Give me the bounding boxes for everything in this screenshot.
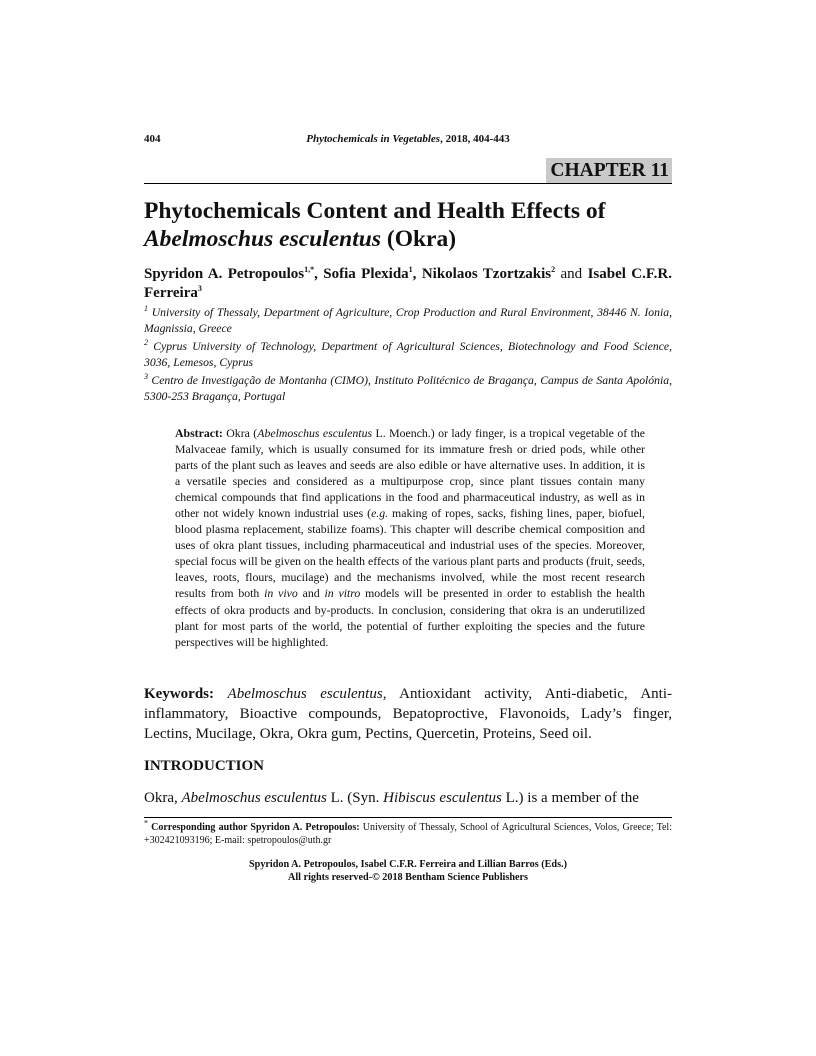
editors-credit: [144, 859, 672, 884]
affiliation-text: Cyprus University of Technology, Department of Agricultural Sciences, Biotechnology and Food Science, 3036, Lemesos, Cyprus: [144, 340, 672, 369]
abstract-text: and: [297, 586, 325, 601]
chapter-title: [144, 197, 672, 253]
affiliation: [144, 305, 672, 337]
keywords-text: , Antioxidant activity, Anti-diabetic, Anti-inflammatory, Bioactive compounds, Bepatoproctive, Flavonoids, Lady’s finger, Lectins, Mucilage, Okra, Okra gum, Pectins, Quercetin, Proteins, Seed oil.: [144, 686, 672, 742]
separator: ,: [412, 266, 422, 282]
footnote-label: Corresponding author Spyridon A. Petropoulos:: [148, 822, 360, 833]
journal-citation: [144, 133, 672, 145]
intro-text: L. (Syn.: [326, 790, 384, 806]
affiliation: [144, 373, 672, 405]
abstract-text: models will be presented in order to establish the health effects of okra products and by-products. In conclusion, considering that okra is an underutilized plant for most parts of the world, the potential of further exploiting the species and the future perspectives will be highlighted.: [175, 586, 645, 649]
footnote: [144, 818, 672, 847]
intro-text: Okra,: [144, 790, 182, 806]
header-rule: [144, 183, 672, 184]
affiliation-sup: 2: [144, 338, 148, 348]
affiliation-text: University of Thessaly, Department of Agriculture, Crop Production and Rural Environment, 38446 N. Ionia, Magnissia, Greece: [144, 306, 672, 335]
abstract-text: Okra (: [222, 426, 258, 440]
author-sup: 2: [551, 265, 556, 274]
section-heading: INTRODUCTION: [144, 758, 265, 774]
affiliation-sup: 3: [144, 372, 148, 382]
keyword-italic: Abelmoschus esculentus: [227, 686, 383, 702]
intro-text: L.) is a member of the: [501, 790, 639, 806]
title-species: Abelmoschus esculentus: [144, 226, 381, 252]
author-name: Spyridon A. Petropoulos: [144, 266, 305, 282]
editors-line: Spyridon A. Petropoulos, Isabel C.F.R. Ferreira and Lillian Barros (Eds.): [248, 859, 567, 870]
title-line: Phytochemicals Content and Health Effects of: [144, 198, 606, 224]
abstract-italic: in vitro: [324, 586, 361, 601]
chapter-label: CHAPTER 11: [546, 158, 672, 183]
title-rest: (Okra): [381, 226, 457, 252]
intro-paragraph: [144, 790, 672, 807]
page-number: 404: [144, 133, 161, 145]
separator: ,: [314, 266, 324, 282]
abstract-italic: in vivo: [264, 586, 298, 601]
intro-italic: Hibiscus esculentus: [383, 790, 502, 806]
author-sup: 3: [197, 283, 202, 293]
author-name: Isabel C.F.R. Ferreira: [144, 266, 672, 301]
abstract-italic: e.g.: [371, 506, 389, 521]
abstract-text: L. Moench.) or lady finger, is a tropical vegetable of the Malvaceae family, which is usually consumed for its immature fresh or dried pods, while other parts of the plant such as leaves and seeds are also edible or have alternative uses. In addition, it is a versatile species and considered as a multipurpose crop, since plant tissues contain many chemical compounds that find applications in the food and pharmaceutical industry, as well as in other not widely known industrial uses (: [175, 426, 645, 521]
keywords: [144, 684, 672, 744]
affiliation-sup: 1: [144, 304, 148, 314]
journal-details: , 2018, 404-443: [440, 133, 510, 145]
author-list: [144, 265, 672, 302]
affiliation: [144, 339, 672, 371]
copyright-line: All rights reserved-© 2018 Bentham Science Publishers: [287, 871, 529, 883]
author-sup: 1,*: [304, 265, 315, 274]
keywords-label: Keywords:: [144, 686, 214, 702]
intro-italic: Abelmoschus esculentus: [181, 790, 327, 806]
abstract-label: Abstract:: [175, 426, 223, 440]
footnote-sup: *: [144, 818, 148, 828]
abstract: [175, 425, 645, 650]
abstract-text: making of ropes, sacks, fishing lines, paper, biofuel, blood plasma replacement, stabilize foams). This chapter will describe chemical composition and uses of okra plant tissues, including pharmaceutical and industrial uses of the species. Moreover, special focus will be given on the health effects of the various plant parts and products (fruit, seeds, leaves, roots, flours, mucilage) and the mechanisms involved, while the most recent research results from both: [175, 506, 645, 601]
author-sup: 1: [408, 265, 413, 274]
author-name: Nikolaos Tzortzakis: [421, 266, 552, 282]
journal-name: Phytochemicals in Vegetables: [306, 133, 441, 145]
affiliation-text: Centro de Investigação de Montanha (CIMO), Instituto Politécnico de Bragança, Campus de Santa Apolónia, 5300-253 Bragança, Portugal: [144, 374, 672, 403]
footnote-rule: [144, 817, 672, 818]
abstract-italic: Abelmoschus esculentus: [257, 426, 373, 440]
separator: and: [555, 266, 588, 282]
footnote-text: University of Thessaly, School of Agricultural Sciences, Volos, Greece; Tel: +302421093196; E-mail: spetropoulos@uth.gr: [144, 822, 672, 846]
author-name: Sofia Plexida: [323, 266, 409, 282]
